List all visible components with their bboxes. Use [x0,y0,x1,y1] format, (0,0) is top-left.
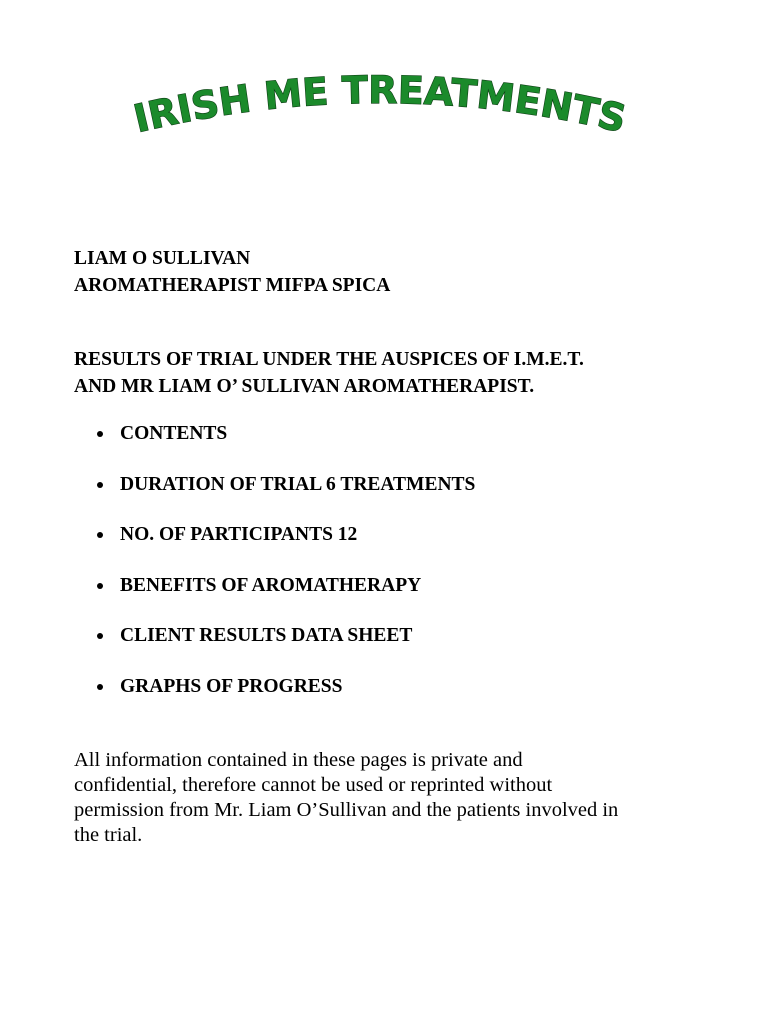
bullet-icon [97,482,103,488]
list-item-label: DURATION OF TRIAL 6 TREATMENTS [120,473,476,495]
bullet-icon [97,431,103,437]
disclaimer-line-1: All information contained in these pages is private and [74,749,523,771]
list-item [74,622,714,673]
results-heading-line-2: AND MR LIAM O’ SULLIVAN AROMATHERAPIST. [74,376,535,397]
bullet-icon [97,583,103,589]
bullet-icon [97,532,103,538]
bullet-icon [97,684,103,690]
disclaimer-line-3: permission from Mr. Liam O’Sullivan and the patients involved in [74,799,619,821]
list-item [74,673,714,724]
results-heading-line-1: RESULTS OF TRIAL UNDER THE AUSPICES OF I.M.E.T. [74,349,584,370]
list-item-label: NO. OF PARTICIPANTS 12 [120,524,358,545]
list-item-label: BENEFITS OF AROMATHERAPY [120,574,422,596]
wordart-title-text: IRISH ME TREATMENTS [129,72,631,142]
list-item-label: CONTENTS [120,423,228,444]
disclaimer-line-4: the trial. [74,824,143,846]
disclaimer-paragraph [74,748,704,848]
author-block [74,245,714,299]
list-item-label: CLIENT RESULTS DATA SHEET [120,625,413,646]
contents-list [74,420,714,723]
list-item-label: GRAPHS OF PROGRESS [120,675,343,697]
author-name: LIAM O SULLIVAN [74,248,251,269]
author-credentials: AROMATHERAPIST MIFPA SPICA [74,275,391,296]
list-item [74,471,714,522]
wordart-title [80,72,680,162]
bullet-icon [97,633,103,639]
list-item [74,572,714,623]
results-heading [74,346,714,400]
list-item [74,521,714,572]
disclaimer-line-2: confidential, therefore cannot be used or reprinted without [74,774,553,796]
list-item [74,420,714,471]
